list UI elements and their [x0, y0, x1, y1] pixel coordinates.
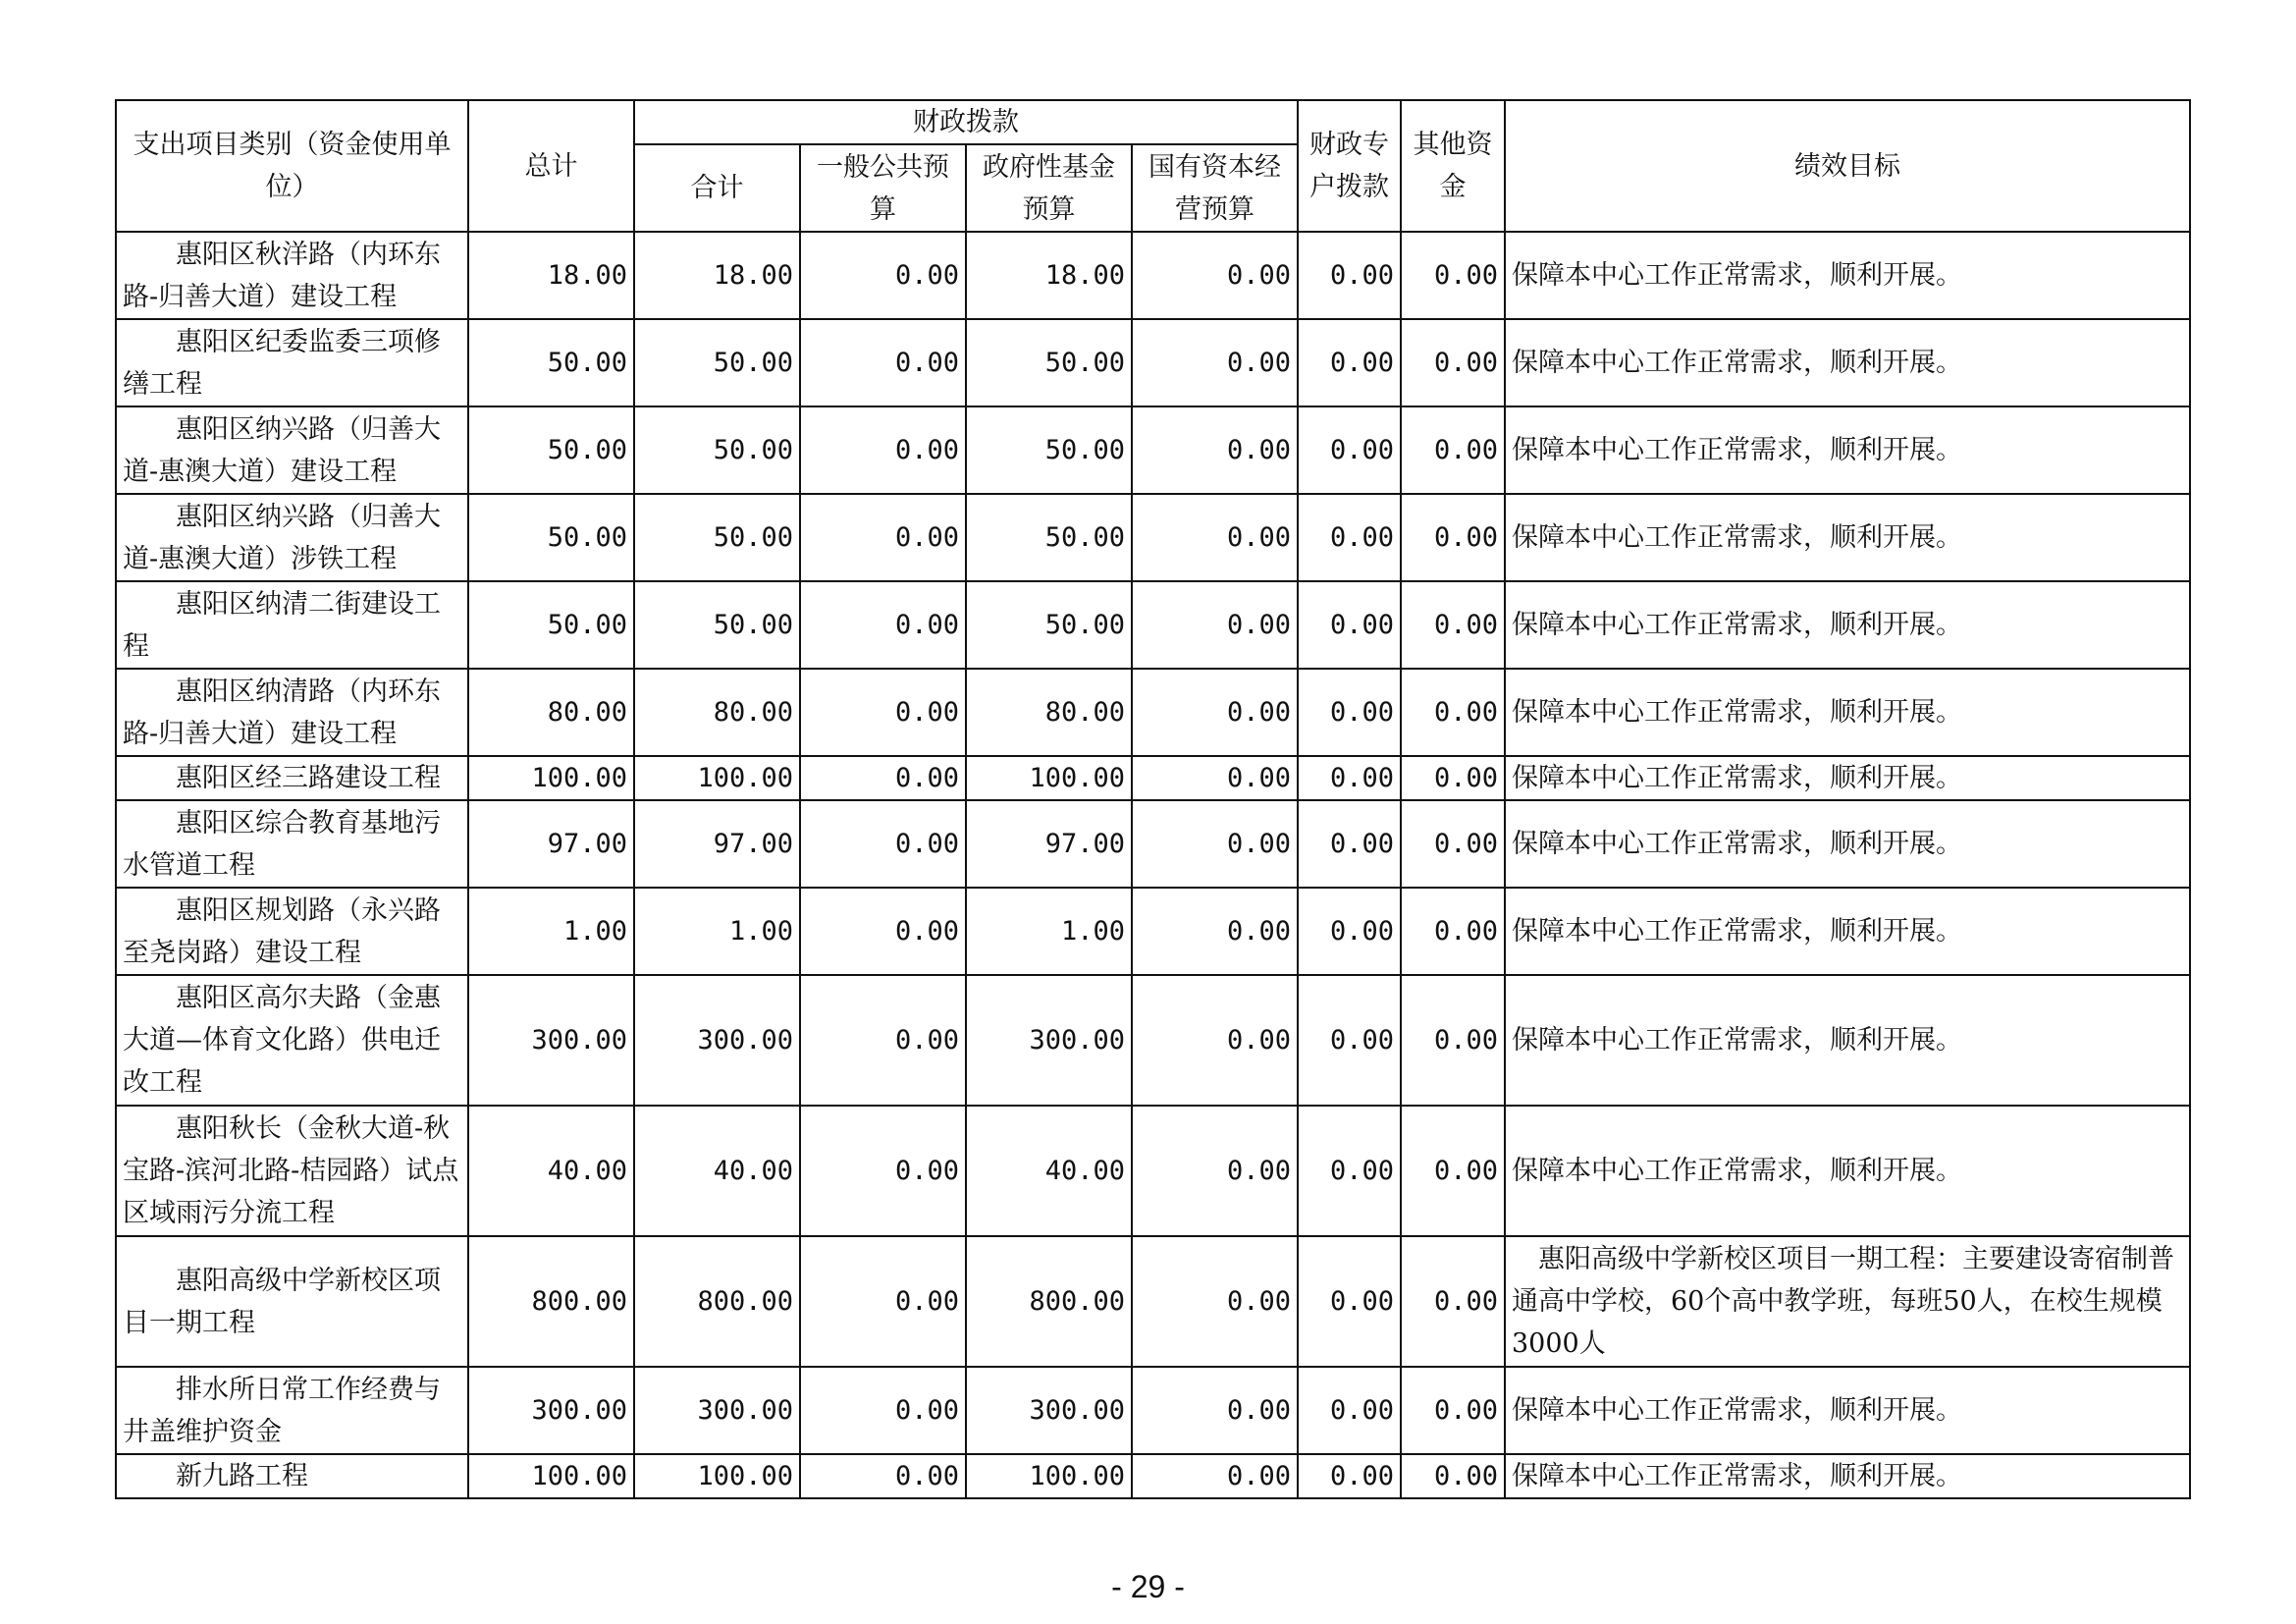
- row-name: 惠阳秋长（金秋大道-秋宝路-滨河北路-桔园路）试点区域雨污分流工程: [116, 1106, 468, 1236]
- row-general-budget: 0.00: [800, 888, 966, 975]
- row-general-budget: 0.00: [800, 1454, 966, 1498]
- row-other-funds: 0.00: [1401, 494, 1505, 581]
- row-total: 97.00: [468, 800, 634, 888]
- row-general-budget: 0.00: [800, 800, 966, 888]
- budget-table: [115, 99, 2191, 1499]
- row-other-funds: 0.00: [1401, 406, 1505, 494]
- row-performance-goal: 保障本中心工作正常需求，顺利开展。: [1505, 581, 2190, 669]
- row-performance-goal: 保障本中心工作正常需求，顺利开展。: [1505, 888, 2190, 975]
- row-other-funds: 0.00: [1401, 1454, 1505, 1498]
- table-row: [116, 1454, 2190, 1498]
- table-row: [116, 1367, 2190, 1454]
- row-total: 100.00: [468, 756, 634, 800]
- row-other-funds: 0.00: [1401, 669, 1505, 756]
- row-performance-goal: 保障本中心工作正常需求，顺利开展。: [1505, 406, 2190, 494]
- row-subtotal: 50.00: [634, 494, 800, 581]
- row-name: 惠阳高级中学新校区项目一期工程: [116, 1236, 468, 1367]
- row-name: 排水所日常工作经费与井盖维护资金: [116, 1367, 468, 1454]
- row-total: 40.00: [468, 1106, 634, 1236]
- row-other-funds: 0.00: [1401, 975, 1505, 1106]
- table-row: [116, 888, 2190, 975]
- row-fund-budget: 50.00: [966, 319, 1132, 406]
- row-subtotal: 300.00: [634, 975, 800, 1106]
- table-row: [116, 669, 2190, 756]
- row-special-account: 0.00: [1298, 1367, 1401, 1454]
- row-other-funds: 0.00: [1401, 888, 1505, 975]
- row-special-account: 0.00: [1298, 1106, 1401, 1236]
- row-total: 300.00: [468, 975, 634, 1106]
- row-name: 惠阳区纳清二街建设工程: [116, 581, 468, 669]
- row-state-capital-budget: 0.00: [1132, 1367, 1298, 1454]
- row-special-account: 0.00: [1298, 800, 1401, 888]
- row-state-capital-budget: 0.00: [1132, 800, 1298, 888]
- row-subtotal: 50.00: [634, 406, 800, 494]
- row-fund-budget: 97.00: [966, 800, 1132, 888]
- row-special-account: 0.00: [1298, 756, 1401, 800]
- row-special-account: 0.00: [1298, 494, 1401, 581]
- row-total: 50.00: [468, 581, 634, 669]
- table-row: [116, 494, 2190, 581]
- row-performance-goal: 保障本中心工作正常需求，顺利开展。: [1505, 232, 2190, 319]
- row-subtotal: 97.00: [634, 800, 800, 888]
- row-state-capital-budget: 0.00: [1132, 1454, 1298, 1498]
- row-subtotal: 50.00: [634, 319, 800, 406]
- row-total: 50.00: [468, 494, 634, 581]
- row-name: 惠阳区规划路（永兴路至尧岗路）建设工程: [116, 888, 468, 975]
- row-fund-budget: 800.00: [966, 1236, 1132, 1367]
- row-general-budget: 0.00: [800, 494, 966, 581]
- row-state-capital-budget: 0.00: [1132, 406, 1298, 494]
- row-total: 1.00: [468, 888, 634, 975]
- row-subtotal: 50.00: [634, 581, 800, 669]
- row-name: 惠阳区纳兴路（归善大道-惠澳大道）涉铁工程: [116, 494, 468, 581]
- row-state-capital-budget: 0.00: [1132, 975, 1298, 1106]
- row-fund-budget: 50.00: [966, 494, 1132, 581]
- row-fund-budget: 300.00: [966, 1367, 1132, 1454]
- row-performance-goal: 保障本中心工作正常需求，顺利开展。: [1505, 319, 2190, 406]
- page-number: - 29 -: [1111, 1569, 1185, 1604]
- row-other-funds: 0.00: [1401, 800, 1505, 888]
- row-total: 50.00: [468, 319, 634, 406]
- row-total: 80.00: [468, 669, 634, 756]
- row-fund-budget: 1.00: [966, 888, 1132, 975]
- row-general-budget: 0.00: [800, 756, 966, 800]
- row-name: 新九路工程: [116, 1454, 468, 1498]
- row-fund-budget: 50.00: [966, 406, 1132, 494]
- row-fund-budget: 40.00: [966, 1106, 1132, 1236]
- row-state-capital-budget: 0.00: [1132, 756, 1298, 800]
- row-total: 18.00: [468, 232, 634, 319]
- row-fund-budget: 50.00: [966, 581, 1132, 669]
- header-general-budget: 一般公共预算: [800, 144, 966, 232]
- row-name: 惠阳区纪委监委三项修缮工程: [116, 319, 468, 406]
- row-subtotal: 80.00: [634, 669, 800, 756]
- row-state-capital-budget: 0.00: [1132, 888, 1298, 975]
- row-performance-goal: 保障本中心工作正常需求，顺利开展。: [1505, 756, 2190, 800]
- header-performance-goal: 绩效目标: [1505, 100, 2190, 232]
- table-row: [116, 975, 2190, 1106]
- row-name: 惠阳区综合教育基地污水管道工程: [116, 800, 468, 888]
- row-general-budget: 0.00: [800, 406, 966, 494]
- row-other-funds: 0.00: [1401, 319, 1505, 406]
- row-other-funds: 0.00: [1401, 581, 1505, 669]
- table-row: [116, 1106, 2190, 1236]
- row-subtotal: 18.00: [634, 232, 800, 319]
- row-other-funds: 0.00: [1401, 1367, 1505, 1454]
- row-subtotal: 300.00: [634, 1367, 800, 1454]
- row-general-budget: 0.00: [800, 1367, 966, 1454]
- table-header-row: [116, 100, 2190, 144]
- row-name: 惠阳区纳清路（内环东路-归善大道）建设工程: [116, 669, 468, 756]
- row-state-capital-budget: 0.00: [1132, 232, 1298, 319]
- row-performance-goal: 保障本中心工作正常需求，顺利开展。: [1505, 1106, 2190, 1236]
- row-fund-budget: 100.00: [966, 1454, 1132, 1498]
- table-row: [116, 800, 2190, 888]
- table-row: [116, 1236, 2190, 1367]
- row-state-capital-budget: 0.00: [1132, 319, 1298, 406]
- row-special-account: 0.00: [1298, 975, 1401, 1106]
- row-state-capital-budget: 0.00: [1132, 494, 1298, 581]
- row-subtotal: 1.00: [634, 888, 800, 975]
- row-subtotal: 40.00: [634, 1106, 800, 1236]
- row-name: 惠阳区秋洋路（内环东路-归善大道）建设工程: [116, 232, 468, 319]
- header-subtotal: 合计: [634, 144, 800, 232]
- row-fund-budget: 18.00: [966, 232, 1132, 319]
- row-performance-goal: 惠阳高级中学新校区项目一期工程：主要建设寄宿制普通高中学校，60个高中教学班，每班50人，在校生规模3000人: [1505, 1236, 2190, 1367]
- row-total: 50.00: [468, 406, 634, 494]
- header-category: 支出项目类别（资金使用单位）: [116, 100, 468, 232]
- table-row: [116, 581, 2190, 669]
- row-name: 惠阳区高尔夫路（金惠大道—体育文化路）供电迁改工程: [116, 975, 468, 1106]
- row-subtotal: 100.00: [634, 1454, 800, 1498]
- row-general-budget: 0.00: [800, 1106, 966, 1236]
- header-state-capital-budget: 国有资本经营预算: [1132, 144, 1298, 232]
- row-fund-budget: 300.00: [966, 975, 1132, 1106]
- row-special-account: 0.00: [1298, 888, 1401, 975]
- row-general-budget: 0.00: [800, 232, 966, 319]
- header-total: 总计: [468, 100, 634, 232]
- row-state-capital-budget: 0.00: [1132, 1236, 1298, 1367]
- row-special-account: 0.00: [1298, 581, 1401, 669]
- row-performance-goal: 保障本中心工作正常需求，顺利开展。: [1505, 669, 2190, 756]
- row-other-funds: 0.00: [1401, 756, 1505, 800]
- row-performance-goal: 保障本中心工作正常需求，顺利开展。: [1505, 975, 2190, 1106]
- row-special-account: 0.00: [1298, 319, 1401, 406]
- row-name: 惠阳区纳兴路（归善大道-惠澳大道）建设工程: [116, 406, 468, 494]
- header-special-account: 财政专户拨款: [1298, 100, 1401, 232]
- row-total: 800.00: [468, 1236, 634, 1367]
- row-special-account: 0.00: [1298, 232, 1401, 319]
- table-row: [116, 232, 2190, 319]
- row-general-budget: 0.00: [800, 581, 966, 669]
- row-special-account: 0.00: [1298, 669, 1401, 756]
- row-other-funds: 0.00: [1401, 232, 1505, 319]
- row-other-funds: 0.00: [1401, 1236, 1505, 1367]
- row-performance-goal: 保障本中心工作正常需求，顺利开展。: [1505, 1367, 2190, 1454]
- row-total: 300.00: [468, 1367, 634, 1454]
- row-state-capital-budget: 0.00: [1132, 669, 1298, 756]
- row-performance-goal: 保障本中心工作正常需求，顺利开展。: [1505, 1454, 2190, 1498]
- row-performance-goal: 保障本中心工作正常需求，顺利开展。: [1505, 494, 2190, 581]
- row-general-budget: 0.00: [800, 975, 966, 1106]
- header-fund-budget: 政府性基金预算: [966, 144, 1132, 232]
- row-other-funds: 0.00: [1401, 1106, 1505, 1236]
- row-special-account: 0.00: [1298, 1454, 1401, 1498]
- row-state-capital-budget: 0.00: [1132, 581, 1298, 669]
- table-row: [116, 756, 2190, 800]
- row-fund-budget: 80.00: [966, 669, 1132, 756]
- row-general-budget: 0.00: [800, 669, 966, 756]
- row-special-account: 0.00: [1298, 406, 1401, 494]
- row-general-budget: 0.00: [800, 1236, 966, 1367]
- row-special-account: 0.00: [1298, 1236, 1401, 1367]
- table-row: [116, 406, 2190, 494]
- table-row: [116, 319, 2190, 406]
- row-state-capital-budget: 0.00: [1132, 1106, 1298, 1236]
- row-performance-goal: 保障本中心工作正常需求，顺利开展。: [1505, 800, 2190, 888]
- row-subtotal: 100.00: [634, 756, 800, 800]
- row-fund-budget: 100.00: [966, 756, 1132, 800]
- row-total: 100.00: [468, 1454, 634, 1498]
- row-general-budget: 0.00: [800, 319, 966, 406]
- header-fiscal-group: 财政拨款: [634, 100, 1298, 144]
- row-subtotal: 800.00: [634, 1236, 800, 1367]
- row-name: 惠阳区经三路建设工程: [116, 756, 468, 800]
- header-other-funds: 其他资金: [1401, 100, 1505, 232]
